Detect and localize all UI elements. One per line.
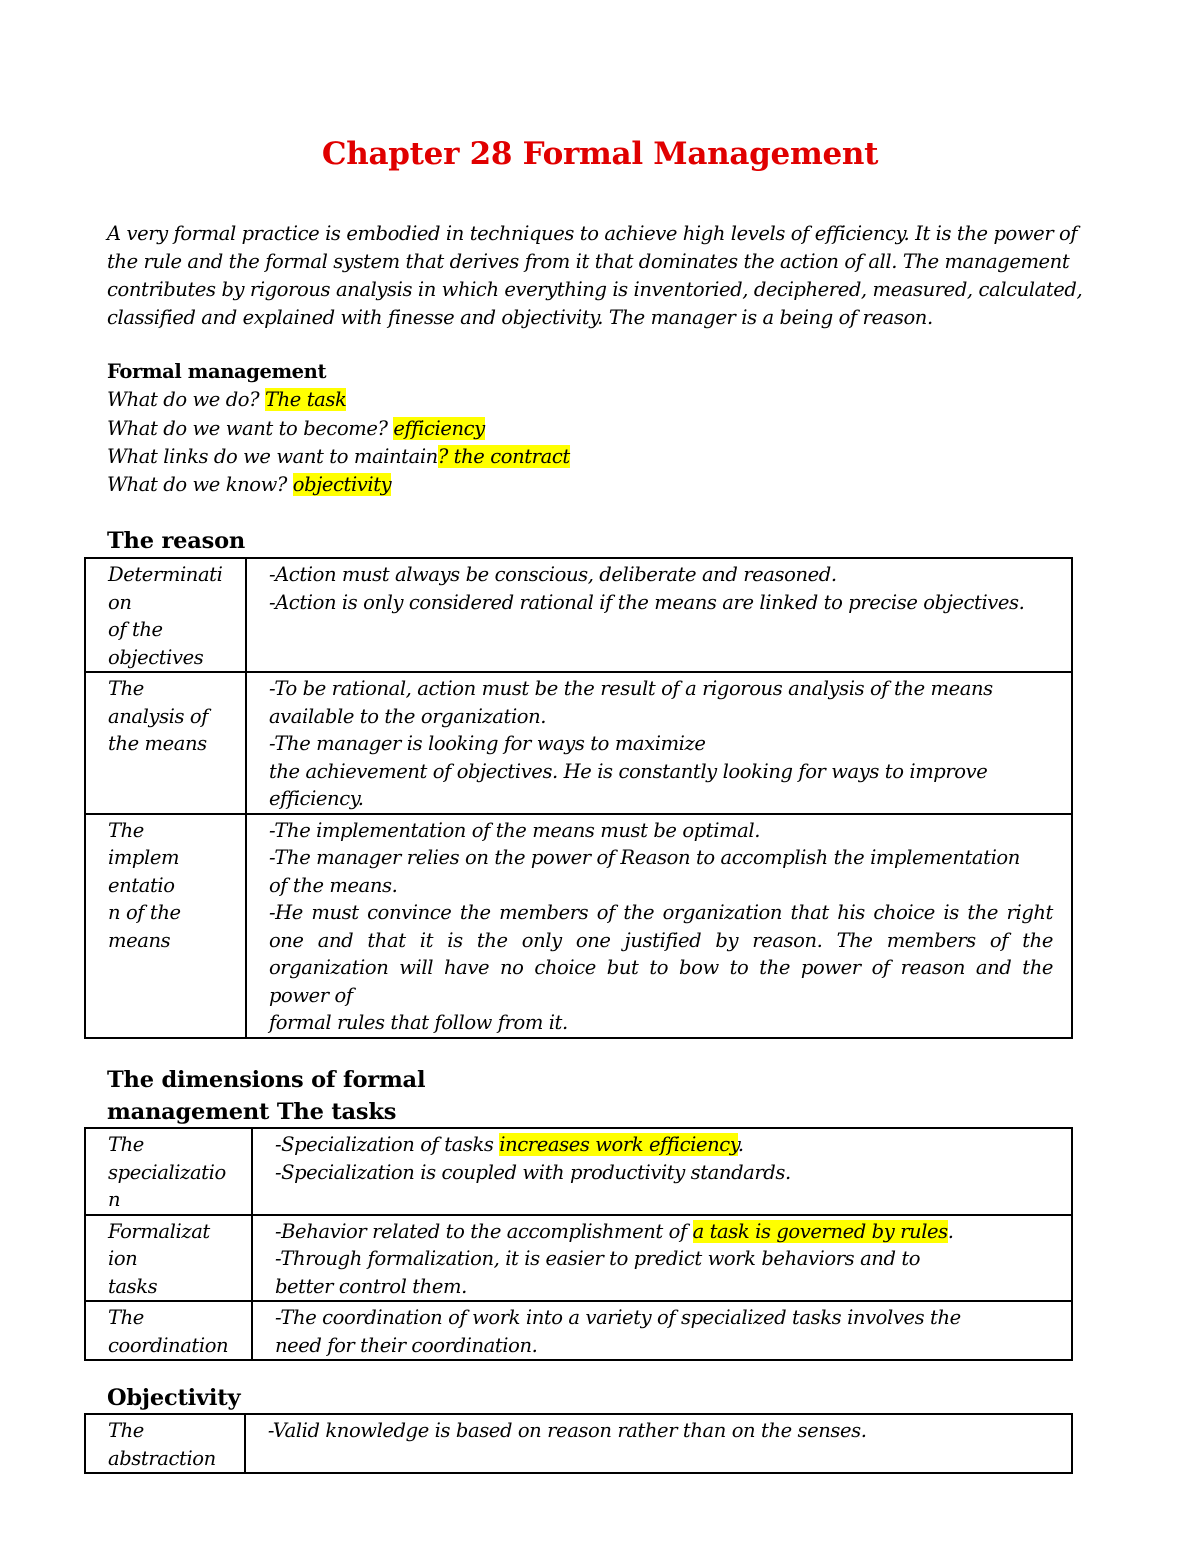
label-line: The [108, 1419, 144, 1442]
text-line: need for their coordination. [274, 1333, 538, 1357]
question-line [107, 386, 1007, 414]
table-row [85, 1414, 1072, 1473]
label-line: the means [108, 732, 207, 755]
table-row [85, 558, 1072, 672]
text-segment: -The coordination of work into a variety of specialized tasks involves the [274, 1306, 961, 1329]
label-line: means [108, 928, 171, 952]
heading-line: management The tasks [107, 1099, 397, 1125]
label-line: specializatio [108, 1160, 226, 1184]
row-label-cell [85, 1301, 252, 1360]
row-text-cell [246, 672, 1072, 814]
text-line: better control them. [274, 1274, 467, 1298]
text-line: -Valid knowledge is based on reason rather than on the senses. [267, 1419, 867, 1442]
tasks-table [84, 1127, 1073, 1361]
formal-management-block [107, 358, 1007, 499]
text-line: -Specialization is coupled with productivity standards. [274, 1160, 791, 1184]
label-line: The [108, 1133, 144, 1156]
row-text-cell [245, 1414, 1072, 1473]
text-line [275, 1218, 1053, 1246]
row-label-cell [85, 814, 246, 1038]
label-line: analysis of [108, 704, 209, 728]
text-segment: -Specialization of tasks [274, 1133, 500, 1156]
question-text: What do we know? [107, 473, 293, 497]
intro-line: contributes by rigorous analysis in which everything is inventoried, deciphered, measured, calculated, [107, 278, 1083, 301]
intro-paragraph [107, 220, 1107, 332]
row-label-cell [85, 1128, 252, 1215]
label-line: of the [108, 618, 163, 641]
text-line: -The manager is looking for ways to maximize [268, 732, 706, 755]
intro-line: classified and explained with finesse and objectivity. The manager is a being of reason. [107, 306, 933, 329]
text-line: -The manager relies on the power of Reason to accomplish the implementation [268, 846, 1020, 869]
question-line [107, 443, 1007, 471]
table-row [85, 1128, 1072, 1215]
label-line: implem [108, 846, 180, 869]
text-segment: . [737, 1133, 744, 1156]
table-row [85, 1215, 1072, 1302]
question-line [107, 471, 1007, 499]
row-label-cell [85, 672, 246, 814]
table-row [85, 814, 1072, 1038]
text-line: power of [268, 983, 353, 1007]
section-heading-dimensions [107, 1064, 425, 1128]
formal-management-heading: Formal management [107, 360, 327, 383]
answer-highlight: objectivity [292, 473, 392, 497]
text-line: -He must convince the members of the organization that his choice is the right [268, 901, 1053, 924]
answer-highlight: The task [265, 388, 347, 412]
label-line: Determinati [108, 563, 223, 586]
text-line: -Action is only considered rational if the means are linked to precise objectives. [268, 590, 1025, 614]
answer-highlight: ? the contract [437, 444, 570, 468]
text-line: organization will have no choice but to bow to the power of reason and the [268, 956, 1053, 979]
text-line [275, 1131, 1053, 1159]
question-text: What do we do? [107, 388, 265, 412]
row-label-cell [85, 1215, 252, 1302]
text-segment: . [947, 1219, 954, 1243]
label-line: The [108, 677, 144, 700]
label-line: The [108, 1306, 144, 1329]
row-text-cell [252, 1215, 1072, 1302]
question-text: What links do we want to maintain [107, 444, 438, 468]
question-text: What do we want to become? [107, 416, 394, 440]
row-text-cell [246, 814, 1072, 1038]
question-line [107, 415, 1007, 443]
label-line: on [108, 590, 132, 614]
text-line: the achievement of objectives. He is constantly looking for ways to improve [268, 759, 988, 783]
label-line: tasks [108, 1274, 158, 1298]
page-title: Chapter 28 Formal Management [321, 136, 879, 172]
text-highlight: a task is governed by rules [692, 1219, 948, 1243]
row-label-cell [85, 1414, 245, 1473]
row-label-cell [85, 558, 246, 672]
row-text-cell [252, 1128, 1072, 1215]
label-line: The [108, 818, 144, 842]
table-row [85, 1301, 1072, 1360]
label-line: n of the [108, 901, 181, 924]
row-text-cell [246, 558, 1072, 672]
text-line: efficiency. [268, 787, 364, 810]
text-highlight: increases work efficiency [499, 1133, 738, 1156]
answer-highlight: efficiency [393, 416, 485, 440]
label-line: Formalizat [108, 1219, 210, 1243]
text-line: formal rules that follow from it. [268, 1011, 568, 1034]
label-line: entatio [108, 873, 175, 897]
row-text-cell [252, 1301, 1072, 1360]
text-line: of the means. [268, 873, 398, 897]
table-row [85, 672, 1072, 814]
text-segment: -Behavior related to the accomplishment of [274, 1219, 693, 1243]
reason-table [84, 557, 1073, 1039]
heading-line: The dimensions of formal [107, 1067, 426, 1093]
label-line: ion [108, 1247, 138, 1270]
section-heading-objectivity: Objectivity [107, 1385, 241, 1411]
section-heading-reason: The reason [107, 528, 246, 554]
text-line: -Through formalization, it is easier to predict work behaviors and to [274, 1247, 921, 1270]
label-line: n [108, 1188, 121, 1211]
objectivity-table [84, 1413, 1073, 1474]
text-line: -The implementation of the means must be optimal. [268, 818, 761, 842]
label-line: abstraction [108, 1446, 216, 1470]
intro-line: the rule and the formal system that derives from it that dominates the action of all. The management [107, 250, 1070, 273]
intro-line: A very formal practice is embodied in techniques to achieve high levels of efficiency. It is the power of [107, 222, 1078, 245]
text-line: -To be rational, action must be the result of a rigorous analysis of the means [268, 677, 993, 700]
label-line: coordination [108, 1333, 229, 1357]
label-line: objectives [108, 645, 204, 669]
text-line: -Action must always be conscious, deliberate and reasoned. [268, 563, 837, 586]
text-line: one and that it is the only one justified by reason. The members of the [268, 928, 1053, 952]
text-line [275, 1304, 1053, 1332]
text-line: available to the organization. [268, 704, 547, 728]
